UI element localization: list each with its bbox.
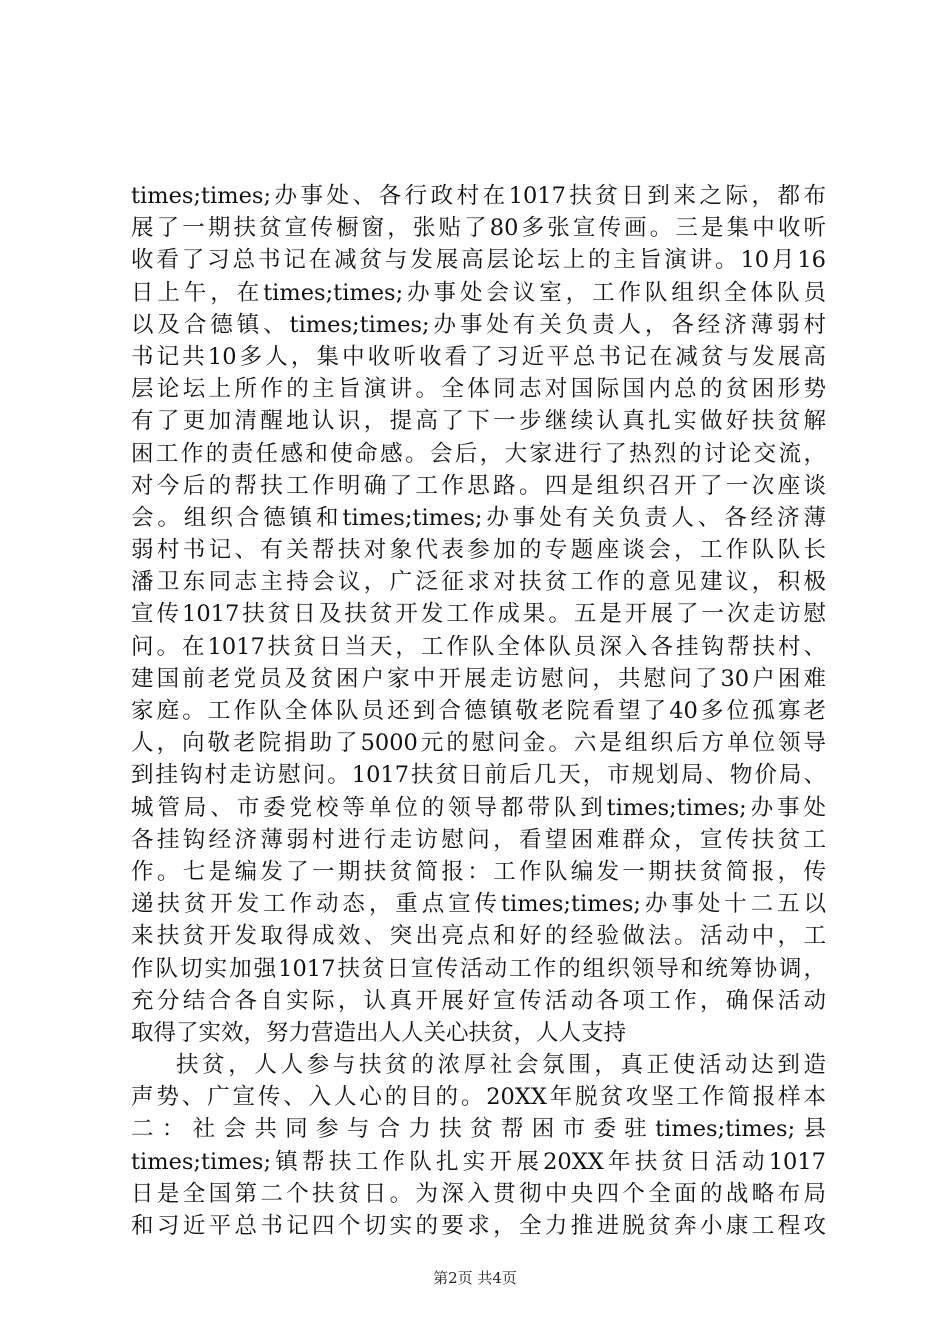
page-number-footer: 第2页 共4页 (433, 1269, 517, 1287)
text-line: 对今后的帮扶工作明确了工作思路。四是组织召开了一次座谈 (131, 472, 826, 499)
text-line: 书记共10多人，集中收听收看了习近平总书记在减贫与发展高 (131, 343, 826, 370)
text-line: 有了更加清醒地认识，提高了下一步继续认真扎实做好扶贫解 (131, 408, 826, 435)
text-line: 日上午，在times;times;办事处会议室，工作队组织全体队员 (131, 279, 826, 306)
text-line: 人，向敬老院捐助了5000元的慰问金。六是组织后方单位领导 (131, 730, 826, 757)
text-line-paragraph-start: 扶贫，人人参与扶贫的浓厚社会氛围，真正使活动达到造 (176, 1052, 826, 1079)
text-line: 潘卫东同志主持会议，广泛征求对扶贫工作的意见建议，积极 (131, 569, 826, 596)
body-text (131, 180, 826, 1242)
text-line: 收看了习总书记在减贫与发展高层论坛上的主旨演讲。10月16 (131, 247, 826, 274)
text-line: 日是全国第二个扶贫日。为深入贯彻中央四个全面的战略布局 (131, 1180, 826, 1207)
text-line: 层论坛上所作的主旨演讲。全体同志对国际国内总的贫困形势 (131, 376, 826, 403)
text-line: times;times;镇帮扶工作队扎实开展20XX年扶贫日活动1017 (131, 1148, 826, 1175)
text-line: 取得了实效，努力营造出人人关心扶贫，人人支持 (131, 1019, 627, 1046)
text-line: 困工作的责任感和使命感。会后，大家进行了热烈的讨论交流， (131, 440, 826, 467)
text-line: 作队切实加强1017扶贫日宣传活动工作的组织领导和统筹协调， (131, 955, 826, 982)
text-line: 二：社会共同参与合力扶贫帮困市委驻times;times;县 (131, 1116, 826, 1143)
text-line: times;times;办事处、各行政村在1017扶贫日到来之际，都布 (131, 183, 826, 209)
text-line: 作。七是编发了一期扶贫简报：工作队编发一期扶贫简报，传 (131, 858, 826, 885)
text-line: 问。在1017扶贫日当天，工作队全体队员深入各挂钩帮扶村、 (131, 633, 826, 660)
text-line: 和习近平总书记四个切实的要求，全力推进脱贫奔小康工程攻 (131, 1213, 826, 1239)
text-line: 会。组织合德镇和times;times;办事处有关负责人、各经济薄 (131, 504, 826, 531)
text-line: 来扶贫开发取得成效、突出亮点和好的经验做法。活动中，工 (131, 923, 826, 950)
text-line: 展了一期扶贫宣传橱窗，张贴了80多张宣传画。三是集中收听 (131, 215, 826, 242)
text-line: 弱村书记、有关帮扶对象代表参加的专题座谈会，工作队队长 (131, 537, 826, 564)
text-line: 递扶贫开发工作动态，重点宣传times;times;办事处十二五以 (131, 891, 826, 918)
text-line: 充分结合各自实际，认真开展好宣传活动各项工作，确保活动 (131, 987, 826, 1014)
text-line: 家庭。工作队全体队员还到合德镇敬老院看望了40多位孤寡老 (131, 698, 826, 724)
text-line: 建国前老党员及贫困户家中开展走访慰问，共慰问了30户困难 (131, 665, 826, 692)
text-line: 城管局、市委党校等单位的领导都带队到times;times;办事处 (131, 794, 826, 821)
text-line: 声势、广宣传、入人心的目的。20XX年脱贫攻坚工作简报样本 (131, 1084, 826, 1111)
text-line: 到挂钩村走访慰问。1017扶贫日前后几天，市规划局、物价局、 (131, 762, 826, 789)
text-line: 以及合德镇、times;times;办事处有关负责人，各经济薄弱村 (131, 311, 826, 338)
text-line: 各挂钩经济薄弱村进行走访慰问，看望困难群众，宣传扶贫工 (131, 826, 826, 853)
text-line: 宣传1017扶贫日及扶贫开发工作成果。五是开展了一次走访慰 (131, 601, 826, 628)
